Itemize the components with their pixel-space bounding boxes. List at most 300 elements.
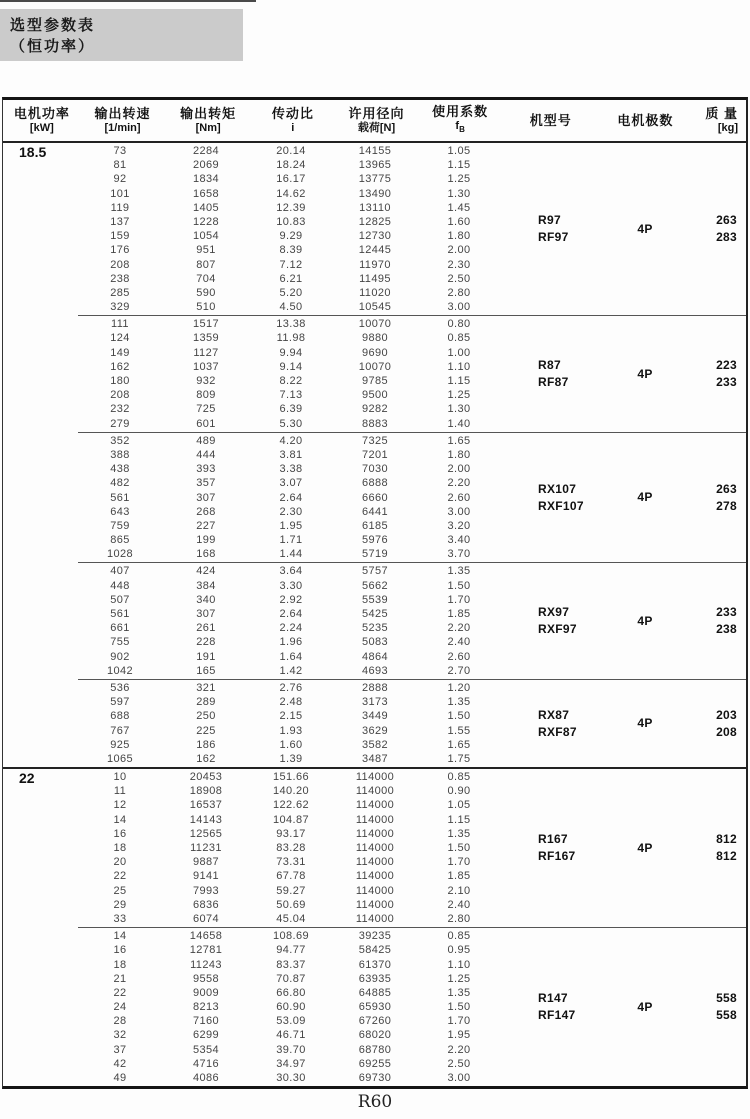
ratio-cell: 151.66 (272, 771, 310, 784)
load-cell: 12730 (358, 230, 392, 243)
ratio-cell: 3.81 (279, 448, 303, 461)
data-row (78, 752, 500, 766)
torque-cell: 9009 (192, 986, 220, 999)
torque-cell: 601 (196, 417, 216, 430)
service-factor-cell: 2.00 (447, 463, 471, 476)
torque-cell: 8213 (192, 1001, 220, 1014)
ratio-cell: 122.62 (272, 799, 310, 812)
torque-cell: 186 (196, 738, 216, 751)
load-cell: 9785 (361, 375, 389, 387)
service-factor-cell: 1.80 (447, 230, 471, 243)
ratio-cell: 1.60 (279, 738, 303, 751)
model-cell (500, 316, 600, 432)
speed-cell: 176 (110, 244, 130, 257)
power-group (3, 143, 746, 767)
ratio-cell: 3.07 (279, 477, 303, 490)
torque-cell: 261 (196, 622, 216, 635)
torque-cell: 1037 (192, 360, 220, 373)
service-factor-cell: 2.60 (447, 650, 471, 663)
ratio-cell: 1.96 (279, 636, 303, 649)
torque-cell: 1228 (192, 215, 220, 228)
load-cell: 5539 (361, 593, 389, 606)
ratio-cell: 12.39 (276, 201, 306, 214)
load-cell: 114000 (355, 884, 395, 897)
service-factor-cell: 1.50 (447, 1001, 471, 1014)
service-factor-cell: 0.80 (447, 318, 471, 331)
service-factor-cell: 1.00 (447, 346, 471, 359)
ratio-cell: 66.80 (276, 986, 306, 999)
service-factor-cell: 0.85 (447, 771, 471, 784)
model-block (78, 562, 746, 679)
service-factor-cell: 1.10 (447, 360, 471, 373)
data-row (78, 635, 500, 649)
load-cell: 114000 (355, 842, 395, 854)
speed-cell: 925 (110, 738, 130, 751)
torque-cell: 20453 (189, 771, 223, 784)
model-name: RF97 (538, 230, 569, 245)
load-cell: 3173 (361, 696, 389, 709)
service-factor-cell: 1.65 (447, 738, 471, 751)
speed-cell: 22 (113, 870, 127, 883)
mass-value: 812 (716, 832, 737, 847)
speed-cell: 865 (110, 534, 130, 547)
ratio-cell: 8.22 (279, 375, 303, 387)
data-row (78, 579, 500, 593)
power-group (3, 767, 746, 1086)
mass-cell (690, 143, 746, 315)
ratio-cell: 9.29 (279, 230, 303, 243)
mass-value: 558 (716, 991, 737, 1006)
torque-cell: 250 (196, 710, 216, 723)
data-row (78, 841, 500, 855)
service-factor-cell: 1.65 (447, 434, 471, 447)
header-mass: 质 量 [kg] (705, 106, 739, 134)
torque-cell: 11231 (190, 842, 222, 854)
speed-cell: 482 (110, 477, 130, 490)
speed-cell: 238 (110, 272, 130, 285)
data-row (78, 607, 500, 621)
speed-cell: 448 (110, 579, 130, 592)
torque-cell: 6836 (192, 898, 220, 911)
data-row (78, 869, 500, 883)
mass-value: 812 (716, 849, 737, 864)
ratio-cell: 34.97 (276, 1057, 306, 1070)
service-factor-cell: 1.85 (447, 608, 471, 620)
model-name: RF147 (538, 1008, 576, 1023)
torque-cell: 1127 (193, 346, 219, 359)
ratio-cell: 2.48 (279, 696, 303, 709)
data-rows (78, 680, 500, 767)
model-name: R147 (538, 991, 568, 1006)
service-factor-cell: 2.20 (447, 622, 471, 635)
service-factor-cell: 1.50 (447, 842, 471, 854)
load-cell: 11020 (359, 286, 391, 299)
torque-cell: 1359 (192, 332, 220, 345)
service-factor-cell: 0.85 (447, 332, 471, 345)
service-factor-cell: 1.05 (447, 799, 471, 812)
data-row (78, 929, 500, 943)
service-factor-cell: 1.35 (447, 565, 471, 578)
load-cell: 13775 (358, 173, 392, 186)
service-factor-cell: 1.35 (447, 696, 471, 709)
speed-cell: 180 (110, 375, 130, 387)
data-row (78, 1071, 500, 1085)
ratio-cell: 59.27 (276, 884, 306, 897)
model-cell (500, 928, 600, 1086)
service-factor-cell: 1.40 (447, 417, 471, 430)
service-factor-cell: 1.35 (447, 986, 471, 999)
torque-cell: 12565 (189, 827, 223, 840)
speed-cell: 162 (110, 360, 130, 373)
page-number: R60 (357, 1092, 393, 1112)
load-cell: 58425 (358, 944, 392, 957)
service-factor-cell: 3.70 (447, 548, 471, 561)
speed-cell: 149 (110, 346, 130, 359)
data-row (78, 827, 500, 841)
speed-cell: 25 (113, 884, 127, 897)
service-factor-cell: 0.95 (447, 944, 471, 957)
ratio-cell: 1.42 (279, 664, 303, 677)
ratio-cell: 4.20 (279, 434, 303, 447)
data-row (78, 286, 500, 300)
load-cell: 12445 (358, 244, 392, 257)
data-row (78, 187, 500, 201)
ratio-cell: 7.12 (279, 258, 303, 271)
load-cell: 11970 (359, 258, 391, 271)
data-row (78, 476, 500, 490)
data-row (78, 621, 500, 635)
speed-cell: 101 (110, 187, 130, 200)
load-cell: 67260 (358, 1015, 392, 1028)
ratio-cell: 3.64 (279, 565, 303, 578)
torque-cell: 807 (196, 258, 216, 271)
speed-cell: 561 (110, 491, 130, 504)
service-factor-cell: 1.60 (447, 215, 471, 228)
ratio-cell: 1.93 (279, 724, 303, 737)
data-rows (78, 143, 500, 315)
load-cell: 2888 (361, 681, 389, 694)
model-name: RXF97 (538, 622, 577, 637)
ratio-cell: 5.20 (279, 286, 303, 299)
torque-cell: 4716 (192, 1057, 220, 1070)
data-row (78, 434, 500, 448)
load-cell: 7201 (361, 448, 389, 461)
ratio-cell: 2.92 (279, 593, 303, 606)
torque-cell: 4086 (192, 1072, 220, 1084)
model-name: RX107 (538, 481, 577, 496)
ratio-cell: 1.95 (279, 519, 303, 532)
torque-cell: 321 (196, 681, 216, 694)
torque-cell: 357 (196, 477, 216, 490)
load-cell: 5425 (361, 608, 389, 620)
model-name: RXF107 (538, 498, 584, 513)
data-row (78, 770, 500, 784)
data-row (78, 533, 500, 547)
load-cell: 12825 (358, 215, 392, 228)
load-cell: 9500 (361, 389, 389, 402)
load-cell: 69255 (358, 1057, 392, 1070)
speed-cell: 14 (113, 930, 127, 943)
title-line-1: 选型参数表 (10, 17, 96, 34)
service-factor-cell: 2.10 (447, 884, 471, 897)
data-row (78, 272, 500, 286)
service-factor-cell: 2.00 (447, 244, 471, 257)
ratio-cell: 67.78 (276, 870, 306, 883)
ratio-cell: 3.38 (279, 463, 303, 476)
data-row (78, 958, 500, 972)
torque-cell: 165 (196, 664, 216, 677)
ratio-cell: 2.64 (279, 608, 303, 620)
mass-value: 223 (716, 358, 737, 372)
load-cell: 10545 (358, 301, 392, 314)
mass-value: 238 (716, 622, 737, 637)
speed-cell: 18 (113, 842, 127, 854)
data-row (78, 1057, 500, 1071)
ratio-cell: 8.39 (279, 244, 303, 257)
ratio-cell: 46.71 (276, 1029, 306, 1042)
header-service-factor: 使用系数 $f_B$ (432, 104, 489, 135)
service-factor-cell: 1.50 (447, 710, 471, 723)
service-factor-cell: 1.50 (447, 579, 471, 592)
torque-cell: 932 (196, 375, 216, 387)
torque-cell: 228 (196, 636, 216, 649)
speed-cell: 32 (113, 1029, 127, 1042)
torque-cell: 510 (196, 301, 216, 314)
poles-value: 4P (637, 221, 653, 236)
data-row (78, 943, 500, 957)
ratio-cell: 1.44 (279, 548, 303, 561)
load-cell: 3449 (361, 710, 389, 723)
model-blocks (78, 143, 746, 767)
load-cell: 9282 (361, 403, 389, 416)
service-factor-cell: 2.30 (447, 258, 471, 271)
load-cell: 9880 (361, 332, 389, 345)
speed-cell: 24 (113, 1001, 127, 1014)
header-radial-load: 许用径向 载荷[N] (348, 106, 405, 134)
torque-cell: 340 (196, 593, 216, 606)
speed-cell: 33 (113, 912, 127, 925)
ratio-cell: 4.50 (279, 301, 303, 314)
power-label: 18.5 (19, 144, 47, 160)
mass-value: 233 (716, 605, 737, 620)
torque-cell: 6074 (192, 912, 220, 925)
mass-cell (690, 433, 746, 563)
torque-cell: 191 (196, 650, 216, 663)
power-label: 22 (19, 770, 35, 787)
service-factor-cell: 1.20 (447, 681, 471, 694)
poles-value: 4P (637, 716, 653, 730)
model-name: RF167 (538, 849, 576, 864)
load-cell: 5976 (361, 534, 389, 547)
ratio-cell: 9.14 (279, 360, 303, 373)
ratio-cell: 5.30 (279, 417, 303, 430)
data-row (78, 462, 500, 476)
service-factor-cell: 1.25 (447, 972, 471, 985)
load-cell: 68020 (358, 1029, 392, 1042)
header-output-torque: 输出转矩 [Nm] (180, 106, 237, 134)
speed-cell: 767 (110, 724, 130, 737)
ratio-cell: 10.83 (276, 215, 306, 228)
ratio-cell: 1.71 (279, 534, 303, 547)
load-cell: 3582 (361, 738, 389, 751)
torque-cell: 225 (196, 724, 216, 737)
data-row (78, 738, 500, 752)
torque-cell: 9141 (192, 870, 220, 883)
speed-cell: 111 (111, 318, 129, 331)
model-block (78, 143, 746, 315)
ratio-cell: 1.64 (279, 650, 303, 663)
speed-cell: 536 (110, 681, 130, 694)
speed-cell: 37 (113, 1043, 127, 1056)
service-factor-cell: 2.40 (447, 898, 471, 911)
service-factor-cell: 1.70 (447, 1015, 471, 1028)
torque-cell: 1405 (192, 201, 220, 214)
load-cell: 5757 (361, 565, 389, 578)
data-row (78, 519, 500, 533)
ratio-cell: 7.13 (279, 389, 303, 402)
ratio-cell: 2.76 (279, 681, 303, 694)
speed-cell: 16 (113, 944, 127, 957)
torque-cell: 227 (196, 519, 216, 532)
data-row (78, 417, 500, 431)
service-factor-cell: 2.50 (447, 272, 471, 285)
service-factor-cell: 2.50 (447, 1057, 471, 1070)
ratio-cell: 39.70 (276, 1043, 306, 1056)
data-row (78, 972, 500, 986)
load-cell: 5235 (361, 622, 389, 635)
ratio-cell: 13.38 (276, 318, 306, 331)
service-factor-cell: 1.30 (447, 187, 471, 200)
speed-cell: 29 (113, 898, 127, 911)
speed-cell: 1065 (106, 752, 134, 765)
service-factor-cell: 2.80 (447, 286, 471, 299)
torque-cell: 951 (196, 244, 216, 257)
torque-cell: 1517 (192, 318, 220, 331)
service-factor-cell: 1.70 (447, 856, 471, 869)
load-cell: 114000 (355, 898, 395, 911)
poles-value: 4P (637, 840, 653, 855)
data-row (78, 491, 500, 505)
speed-cell: 42 (113, 1057, 127, 1070)
speed-cell: 688 (110, 710, 130, 723)
mass-value: 263 (716, 213, 737, 228)
torque-cell: 1658 (192, 187, 220, 200)
torque-cell: 489 (196, 434, 216, 447)
service-factor-cell: 3.00 (447, 505, 471, 518)
service-factor-cell: 2.70 (447, 664, 471, 677)
service-factor-cell: 1.25 (447, 389, 471, 402)
service-factor-cell: 0.85 (447, 930, 471, 943)
data-row (78, 144, 500, 158)
ratio-cell: 83.28 (276, 842, 306, 854)
speed-cell: 902 (110, 650, 130, 663)
torque-cell: 307 (196, 608, 216, 620)
torque-cell: 11243 (190, 958, 222, 971)
title-line-2: （恒功率） (10, 38, 96, 55)
torque-cell: 2069 (192, 159, 220, 172)
speed-cell: 137 (110, 215, 130, 228)
data-row (78, 300, 500, 314)
speed-cell: 352 (110, 434, 130, 447)
speed-cell: 20 (113, 856, 127, 869)
data-row (78, 1014, 500, 1028)
load-cell: 13490 (358, 187, 392, 200)
speed-cell: 597 (110, 696, 130, 709)
load-cell: 114000 (355, 870, 395, 883)
poles-value: 4P (637, 366, 653, 381)
model-block (78, 432, 746, 563)
speed-cell: 1028 (106, 548, 134, 561)
service-factor-cell: 2.80 (447, 912, 471, 925)
torque-cell: 444 (196, 448, 216, 461)
top-rule (0, 0, 256, 2)
speed-cell: 124 (110, 332, 130, 345)
speed-cell: 92 (113, 173, 127, 186)
data-row (78, 664, 500, 678)
service-factor-cell: 1.15 (447, 813, 471, 826)
load-cell: 9690 (361, 346, 389, 359)
data-row (78, 243, 500, 257)
service-factor-cell: 3.20 (447, 519, 471, 532)
data-row (78, 813, 500, 827)
load-cell: 5083 (361, 636, 389, 649)
load-cell: 4693 (361, 664, 389, 677)
torque-cell: 12781 (189, 944, 223, 957)
ratio-cell: 73.31 (276, 856, 306, 869)
model-cell (500, 143, 600, 315)
speed-cell: 159 (110, 230, 130, 243)
poles-cell (600, 928, 690, 1086)
ratio-cell: 94.77 (276, 944, 306, 957)
service-factor-cell: 1.10 (447, 958, 471, 971)
service-factor-cell: 1.80 (447, 448, 471, 461)
torque-cell: 14658 (189, 930, 223, 943)
service-factor-cell: 1.70 (447, 593, 471, 606)
data-row (78, 346, 500, 360)
torque-cell: 268 (196, 505, 216, 518)
header-output-speed: 输出转速 [1/min] (94, 106, 151, 134)
load-cell: 8883 (361, 417, 389, 430)
ratio-cell: 93.17 (276, 827, 306, 840)
data-row (78, 215, 500, 229)
load-cell: 114000 (355, 912, 395, 925)
torque-cell: 14143 (189, 813, 223, 826)
service-factor-cell: 1.25 (447, 173, 471, 186)
title-box (0, 9, 243, 61)
speed-cell: 14 (113, 813, 127, 826)
speed-cell: 407 (110, 565, 130, 578)
torque-cell: 289 (196, 696, 216, 709)
speed-cell: 73 (113, 145, 127, 157)
data-row (78, 360, 500, 374)
data-row (78, 695, 500, 709)
load-cell: 7030 (361, 463, 389, 476)
torque-cell: 162 (196, 752, 216, 765)
model-name: RXF87 (538, 724, 577, 739)
service-factor-cell: 1.75 (447, 752, 471, 765)
data-row (78, 1000, 500, 1014)
load-cell: 39235 (358, 930, 392, 943)
ratio-cell: 20.14 (276, 145, 306, 157)
load-cell: 114000 (355, 856, 395, 869)
load-cell: 5662 (361, 579, 389, 592)
speed-cell: 208 (110, 258, 130, 271)
mass-value: 283 (716, 230, 737, 245)
service-factor-cell: 3.00 (447, 1072, 471, 1084)
model-cell (500, 563, 600, 679)
poles-value: 4P (637, 490, 653, 505)
service-factor-cell: 1.15 (447, 375, 471, 387)
